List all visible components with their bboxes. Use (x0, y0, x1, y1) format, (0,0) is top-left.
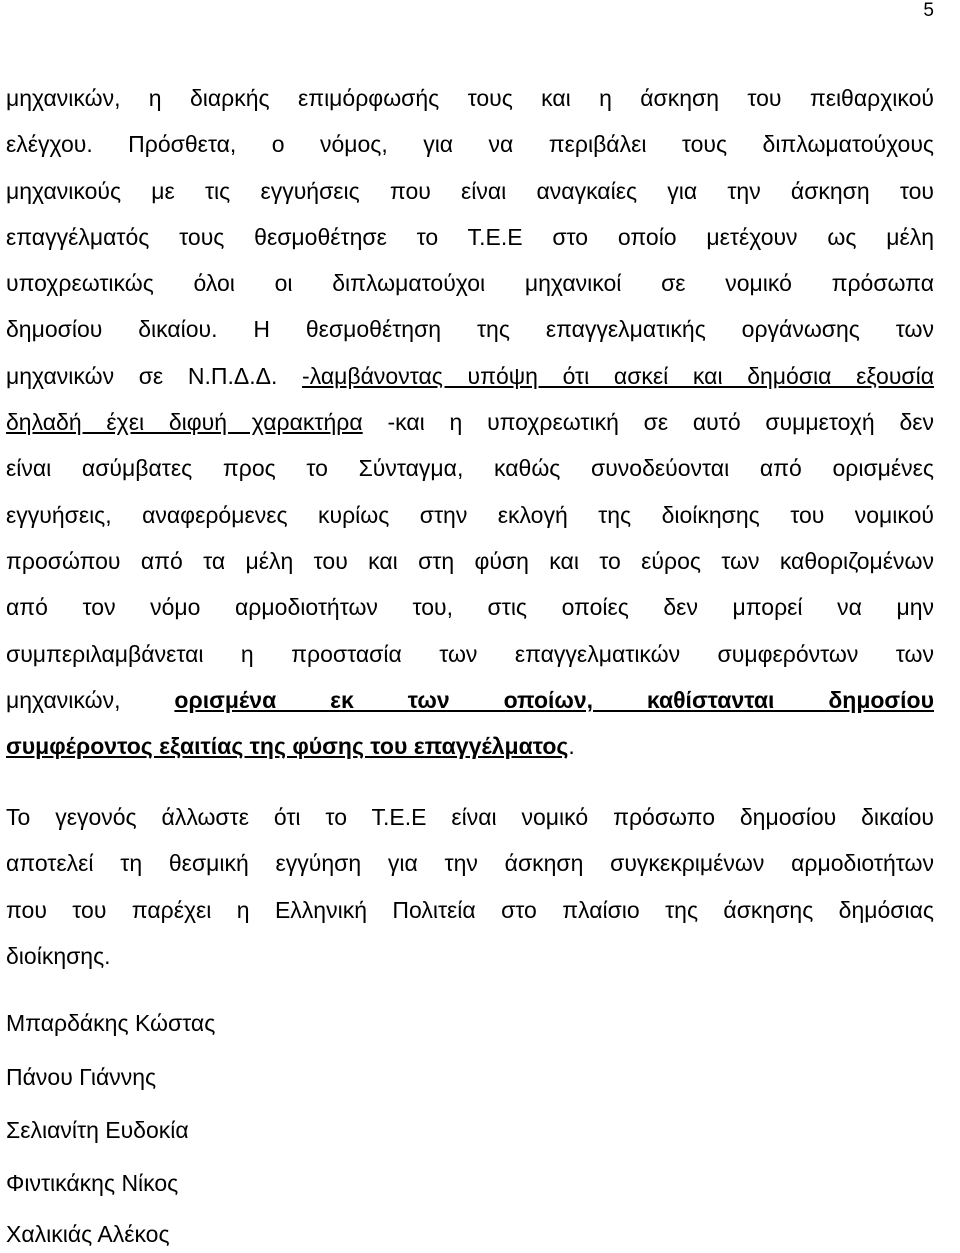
underlined-segment: δηλαδή έχει διφυή χαρακτήρα (6, 409, 363, 436)
text-segment: -και η υποχρεωτική σε αυτό συμμετοχή δεν (387, 409, 935, 436)
text-line-mixed (6, 353, 934, 399)
signatory-name: Χαλικιάς Αλέκος (6, 1221, 170, 1247)
text-line: Το γεγονός άλλωστε ότι το Τ.Ε.Ε είναι νομικό πρόσωπο δημοσίου δικαίου (6, 804, 934, 830)
text-line: προσώπου από τα μέλη του και στη φύση και το εύρος των καθοριζομένων (6, 547, 934, 574)
bold-underlined-segment: ορισμένα εκ των οποίων, καθίστανται δημοσίου (174, 686, 934, 713)
text-line: από τον νόμο αρμοδιοτήτων του, στις οποίες δεν μπορεί να μην (6, 594, 934, 621)
underlined-segment: -λαμβάνοντας υπόψη ότι ασκεί και δημόσια εξουσία (302, 362, 935, 389)
text-line: επαγγέλματός τους θεσμοθέτησε το Τ.Ε.Ε στο οποίο μετέχουν ως μέλη (6, 223, 934, 250)
signatory-name: Πάνου Γιάννης (6, 1064, 157, 1090)
page-number: 5 (923, 0, 934, 21)
text-line: διοίκησης. (6, 942, 111, 969)
text-line: δημοσίου δικαίου. Η θεσμοθέτηση της επαγγελματικής οργάνωσης των (6, 316, 934, 343)
text-line-mixed (6, 723, 934, 769)
signatory-name: Φιντικάκης Νίκος (6, 1170, 179, 1196)
text-line: είναι ασύμβατες προς το Σύνταγμα, καθώς συνοδεύονται από ορισμένες (6, 455, 934, 482)
text-line: μηχανικών, η διαρκής επιμόρφωσής τους και η άσκηση του πειθαρχικού (6, 85, 934, 111)
signatory-name: Σελιανίτη Ευδοκία (6, 1117, 189, 1143)
text-line: ελέγχου. Πρόσθετα, ο νόμος, για να περιβάλει τους διπλωματούχους (6, 131, 934, 158)
text-segment: μηχανικών, (6, 686, 121, 713)
text-line: μηχανικούς με τις εγγυήσεις που είναι αναγκαίες για την άσκηση του (6, 177, 934, 204)
paragraph-main (6, 75, 934, 769)
text-line: εγγυήσεις, αναφερόμενες κυρίως στην εκλογή της διοίκησης του νομικού (6, 501, 934, 528)
bold-underlined-segment: συμφέροντος εξαιτίας της φύσης του επαγγέλματος (6, 733, 569, 760)
text-segment: . (568, 733, 575, 760)
text-line: συμπεριλαμβάνεται η προστασία των επαγγελματικών συμφερόντων των (6, 640, 934, 667)
text-segment: μηχανικών σε Ν.Π.Δ.Δ. (6, 362, 278, 389)
signatory-name: Μπαρδάκης Κώστας (6, 1010, 216, 1036)
text-line: αποτελεί τη θεσμική εγγύηση για την άσκηση συγκεκριμένων αρμοδιοτήτων (6, 850, 934, 877)
paragraph-secondary (6, 794, 934, 979)
text-line-mixed (6, 677, 934, 723)
text-line: που του παρέχει η Ελληνική Πολιτεία στο πλαίσιο της άσκησης δημόσιας (6, 896, 934, 923)
text-line: υποχρεωτικώς όλοι οι διπλωματούχοι μηχανικοί σε νομικό πρόσωπα (6, 270, 934, 297)
text-line-mixed (6, 399, 934, 445)
